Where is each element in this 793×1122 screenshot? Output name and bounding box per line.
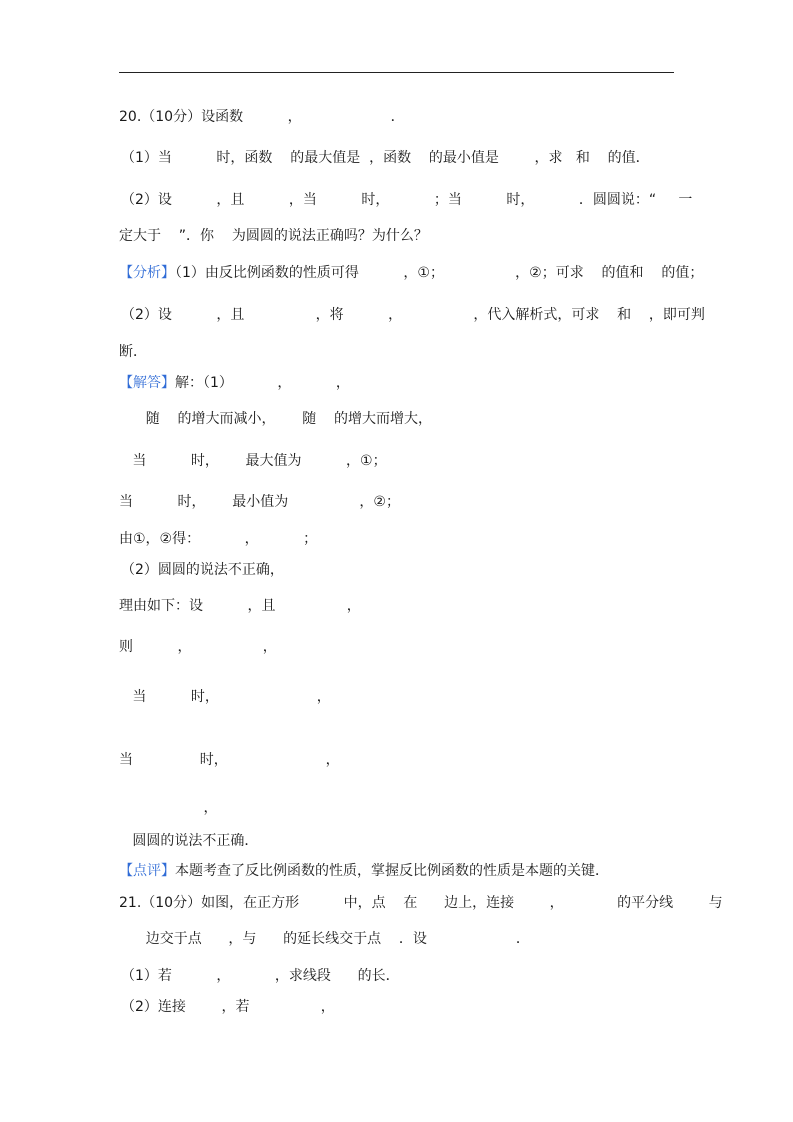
solution-line-2: 随 的增大而减小， 随 的增大而增大，: [119, 411, 433, 427]
solution-line-1: [119, 373, 350, 393]
solution-line-7: 理由如下：设 ，且 ，: [119, 598, 361, 614]
q20-part1: （1）当 时，函数 的最大值是 ，函数 的最小值是 ，求 和 的值．: [121, 150, 650, 166]
comment-text: 本题考查了反比例函数的性质，掌握反比例函数的性质是本题的关键．: [175, 863, 609, 879]
solution-line-8: 则 ， ，: [119, 639, 277, 655]
q20-heading: 20.（10分）设函数 ， ．: [119, 109, 405, 125]
analysis-line-2: （2）设 ，且 ，将 ， ，代入解析式，可求 和 ，即可判: [121, 307, 705, 323]
q20-part2: （2）设 ，且 ，当 时， ；当 时， ．圆圆说：“ 一: [121, 192, 693, 208]
solution-line-12: 圆圆的说法不正确．: [119, 833, 259, 849]
solution-line-10: 当 时， ，: [119, 752, 340, 768]
q21-heading: 21.（10分）如图，在正方形 中，点 在 边上，连接 ， 的平分线 与: [119, 895, 723, 911]
analysis-tag: 【分析】: [119, 265, 175, 281]
analysis-line-3: 断．: [119, 344, 147, 360]
solution-tag: 【解答】: [119, 375, 175, 391]
solution-line-6: （2）圆圆的说法不正确，: [121, 562, 284, 578]
solution-line-11: ，: [119, 800, 218, 816]
analysis-line-1: [119, 263, 703, 283]
comment-tag: 【点评】: [119, 863, 175, 879]
q20-part2-cont: 定大于 ”．你 为圆圆的说法正确吗？为什么？: [119, 228, 428, 244]
q21-part1: （1）若 ， ，求线段 的长．: [121, 968, 400, 984]
solution-line-4: 当 时， 最小值为 ，②；: [119, 494, 400, 510]
comment-line: [119, 861, 609, 881]
q21-part2: （2）连接 ，若 ，: [121, 999, 335, 1015]
header-rule: [119, 72, 674, 73]
solution-text-1: 解：（1） ， ，: [175, 375, 350, 391]
solution-line-3: 当 时， 最大值为 ，①；: [119, 453, 387, 469]
solution-line-9: 当 时， ，: [119, 689, 331, 705]
analysis-text-1: （1）由反比例函数的性质可得 ，①； ，②；可求 的值和 的值；: [175, 265, 704, 281]
q21-line-2: 边交于点 ，与 的延长线交于点 ．设 ．: [119, 931, 530, 947]
solution-line-5: 由①，②得： ， ；: [119, 531, 318, 547]
